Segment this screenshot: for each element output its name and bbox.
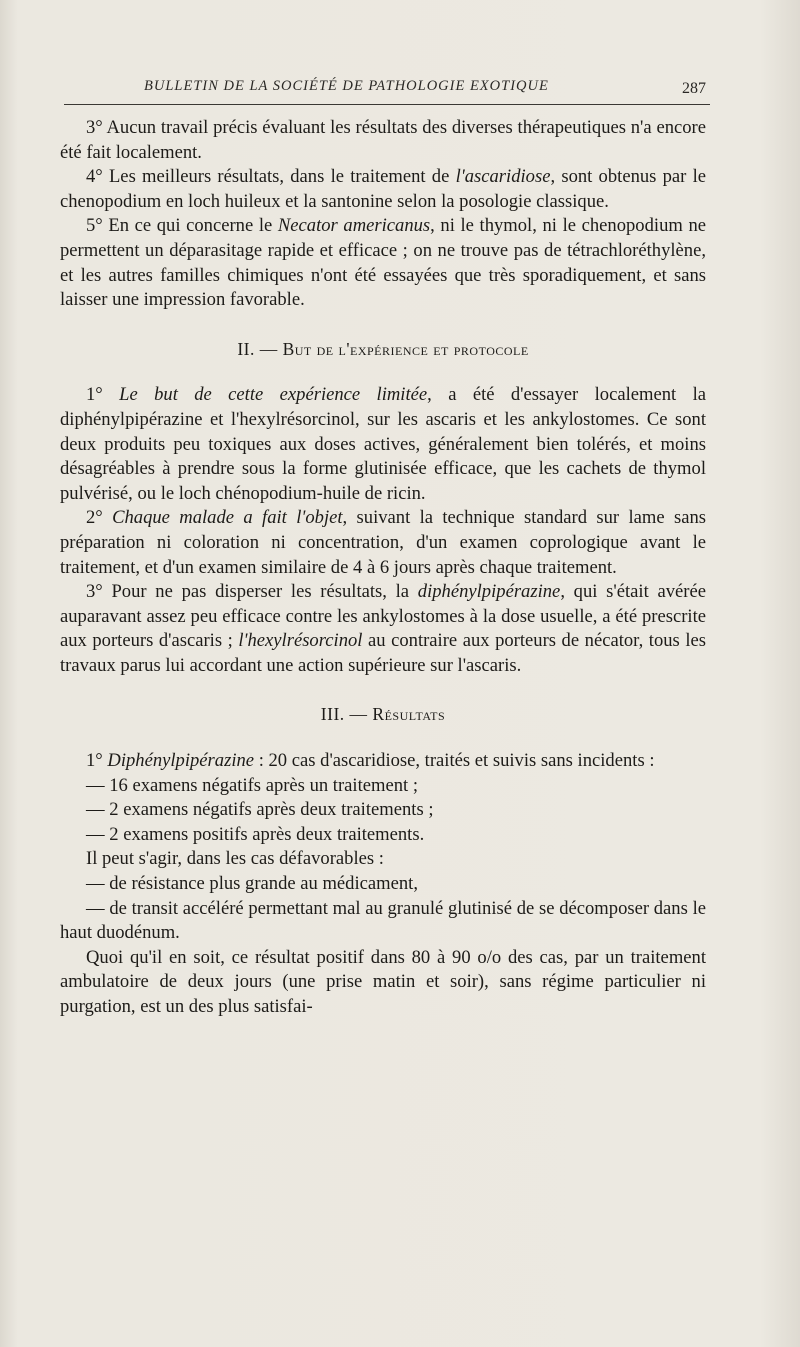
paragraph-item-5: 5° En ce qui concerne le Necator americanus, ni le thymol, ni le chenopodium ne permettent un déparasitage rapide et efficace ; on ne trouve pas de tétrachloréthylène, et les autres familles chimiques n'ont été essayées que très sporadiquement, et sans laisser une impression favorable.	[60, 215, 706, 311]
result-line-2: — 2 examens négatifs après deux traitements ;	[86, 799, 434, 821]
section-heading-2: II. — But de l'expérience et protocole	[237, 338, 529, 359]
paragraph-conclusion: Quoi qu'il en soit, ce résultat positif dans 80 à 90 o/o des cas, par un traitement ambulatoire de deux jours (une prise matin et soir), sans régime particulier ni purgation, est un des plus satisfai-	[60, 946, 706, 1017]
paragraph-results-1: 1° Diphénylpipérazine : 20 cas d'ascaridiose, traités et suivis sans incidents :	[86, 750, 655, 772]
cause-line-2: — de transit accéléré permettant mal au granulé glutinisé de se décomposer dans le haut duodénum.	[60, 897, 706, 944]
paragraph-purpose: 1° Le but de cette expérience limitée, a été d'essayer localement la diphénylpipérazine et l'hexylrésorcinol, sur les ascaris et les ankylostomes. Ce sont deux produits peu toxiques aux doses actives, généralement bien tolérés, et moins désagréables à prendre sous la forme glutinisée efficace, que les cachets de thymol pulvérisé, ou le loch chénopodium-huile de ricin.	[60, 384, 706, 504]
paragraph-assignment: 3° Pour ne pas disperser les résultats, la diphénylpipérazine, qui s'était avérée auparavant assez peu efficace contre les ankylostomes à la dose usuelle, a été prescrite aux porteurs d'ascaris ; l'hexylrésorcinol au contraire aux porteurs de nécator, tous les travaux parus lui accordant une action supérieure sur l'ascaris.	[60, 581, 706, 676]
paragraph-item-3: 3° Aucun travail précis évaluant les résultats des diverses thérapeutiques n'a encore été fait localement.	[60, 117, 706, 163]
page-header	[64, 78, 710, 105]
page-number: 287	[682, 80, 706, 97]
paragraph-item-4: 4° Les meilleurs résultats, dans le traitement de l'ascaridiose, sont obtenus par le chenopodium en loch huileux et la santonine selon la posologie classique.	[60, 166, 706, 212]
paragraph-unfavorable: Il peut s'agir, dans les cas défavorables :	[86, 848, 384, 870]
section-heading-3: III. — Résultats	[320, 704, 446, 725]
cause-line-1: — de résistance plus grande au médicament,	[86, 873, 418, 895]
body-text	[60, 116, 706, 1020]
running-title: BULLETIN DE LA SOCIÉTÉ DE PATHOLOGIE EXOTIQUE	[144, 78, 549, 94]
paragraph-protocol: 2° Chaque malade a fait l'objet, suivant la technique standard sur lame sans préparation ni coloration ni concentration, d'un examen coprologique avant le traitement, et d'un examen similaire de 4 à 6 jours après chaque traitement.	[60, 507, 706, 578]
result-line-1: — 16 examens négatifs après un traitement ;	[86, 774, 419, 796]
result-line-3: — 2 examens positifs après deux traitements.	[86, 823, 425, 845]
